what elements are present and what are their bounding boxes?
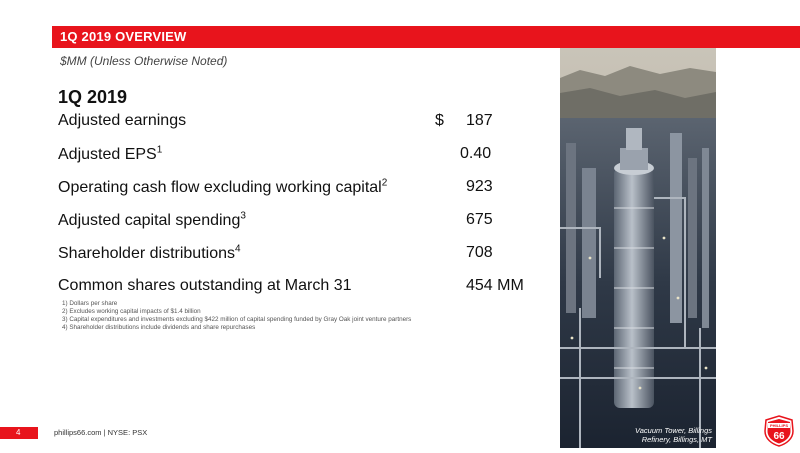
- footnotes: [62, 300, 411, 332]
- metric-row-shareholder-distributions: [58, 244, 538, 268]
- footnote-ref: 2: [381, 178, 388, 189]
- metric-value: 708: [466, 244, 493, 261]
- metric-label: Adjusted earnings: [58, 112, 187, 129]
- logo-number: 66: [773, 431, 785, 442]
- metric-row-shares-outstanding: [58, 277, 538, 301]
- refinery-photo: [560, 48, 716, 448]
- caption-line: Vacuum Tower, Billings: [635, 426, 712, 435]
- metric-value: 675: [466, 211, 493, 228]
- photo-caption: [635, 426, 712, 444]
- footnote-ref: 3: [240, 211, 246, 222]
- footnote: 3) Capital expenditures and investments excluding $422 million of capital spending funded by Gray Oak joint venture partners: [62, 316, 412, 323]
- metric-label: Operating cash flow excluding working capital$^2$: [58, 178, 388, 197]
- phillips66-logo: [762, 414, 796, 448]
- footnote: 4) Shareholder distributions include dividends and share repurchases: [62, 324, 256, 331]
- page-number: 4: [16, 428, 21, 437]
- logo-top-text: PHILLIPS: [769, 423, 789, 428]
- metric-row-operating-cash-flow: [58, 178, 538, 202]
- footnote-ref: 4: [235, 244, 241, 255]
- section-title: 1Q 2019: [58, 87, 128, 107]
- metric-value: 923: [466, 178, 493, 195]
- metric-value: 454 MM: [466, 277, 524, 294]
- page-subtitle: $MM (Unless Otherwise Noted): [60, 54, 228, 68]
- metric-row-adjusted-eps: [58, 145, 538, 169]
- footnote-ref: 1: [156, 145, 163, 156]
- title-bar: [52, 26, 800, 48]
- metric-value: 0.40: [460, 145, 492, 162]
- page-title: 1Q 2019 OVERVIEW: [60, 29, 187, 44]
- page-number-badge: [0, 427, 38, 439]
- metric-label: Common shares outstanding at March 31: [58, 277, 352, 294]
- metric-row-adjusted-earnings: [58, 112, 538, 136]
- footnote: 2) Excludes working capital impacts of $1.4 billion: [62, 308, 201, 315]
- footer-text: phillips66.com | NYSE: PSX: [54, 428, 148, 437]
- metric-label: Shareholder distributions$^4$: [58, 244, 241, 263]
- footnote: 1) Dollars per share: [62, 300, 118, 307]
- metric-row-capital-spending: [58, 211, 538, 235]
- metric-label: Adjusted capital spending$^3$: [58, 211, 246, 230]
- caption-line: Refinery, Billings, MT: [641, 435, 712, 444]
- metric-value: 187: [466, 112, 493, 129]
- metric-currency: $: [435, 112, 444, 129]
- metric-label: Adjusted EPS$^1$: [58, 145, 163, 164]
